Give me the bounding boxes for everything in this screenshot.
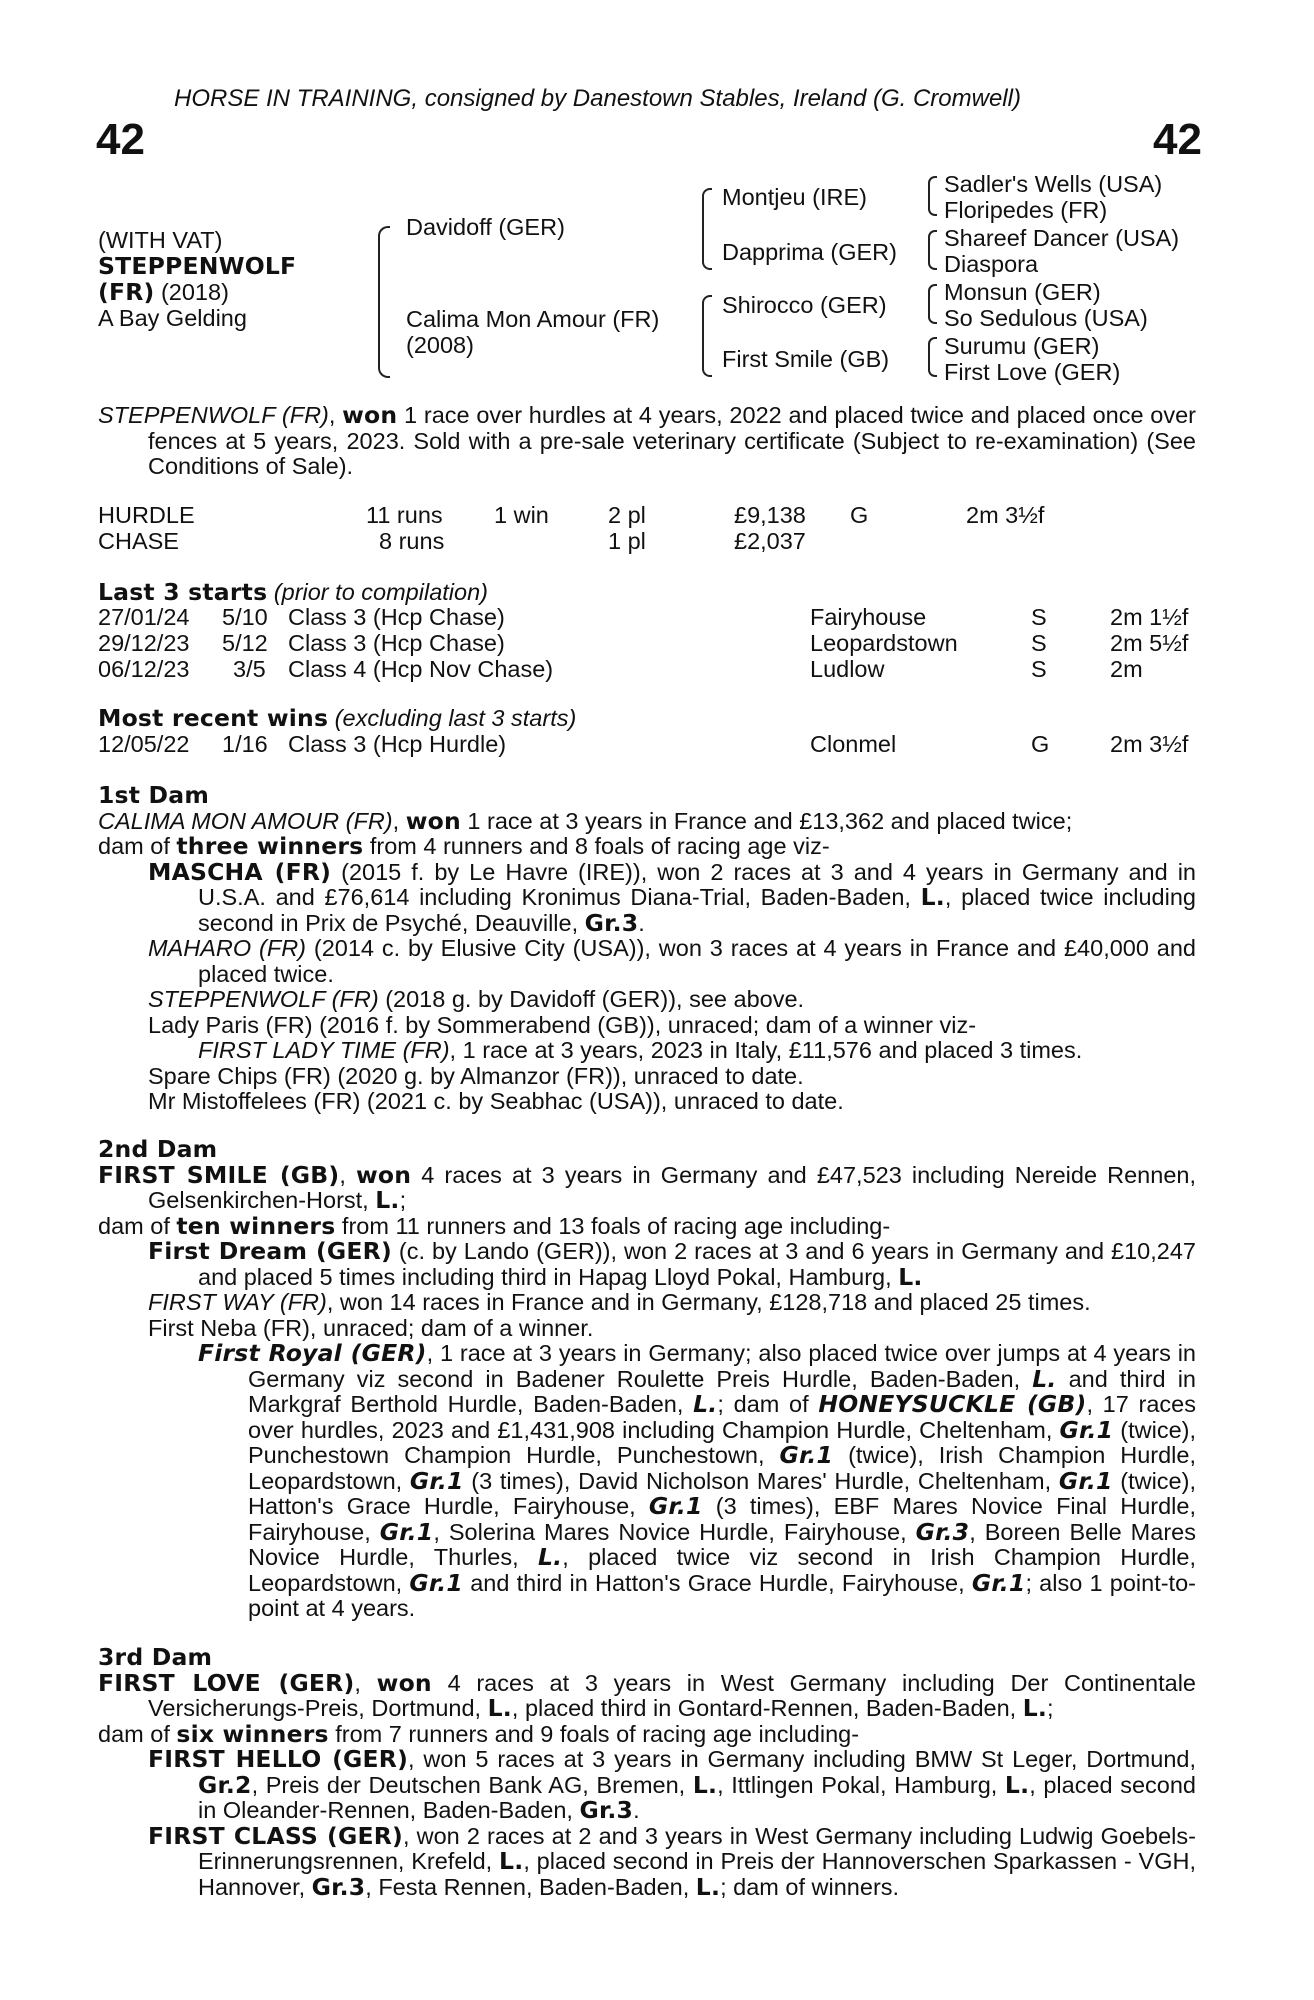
progeny-entry: FIRST HELLO (GER), won 5 races at 3 years in Germany including BMW St Leger, Dortmund, Gr.2, Preis der Deutschen Bank AG, Bremen, L., Ittlingen Pokal, Hamburg, L., placed second in Oleander-Rennen, Baden-Baden, Gr.3. <box>148 1745 1196 1824</box>
second-dam-heading: 2nd Dam <box>98 1135 218 1163</box>
horse-origin <box>98 280 229 306</box>
first-dam-heading: 1st Dam <box>98 781 210 809</box>
page-header-title: HORSE IN TRAINING, consigned by Danestown Stables, Ireland (G. Cromwell) <box>174 85 1021 112</box>
pedigree-g3-1: Sadler's Wells (USA) <box>944 171 1163 197</box>
progeny-entry: MAHARO (FR) (2014 c. by Elusive City (USA)), won 3 races at 4 years in France and £40,000 and placed twice. <box>148 935 1197 987</box>
pedigree-sire-sire: Montjeu (IRE) <box>722 184 867 210</box>
pedigree-brace-sire <box>702 188 712 270</box>
progeny-entry: FIRST LADY TIME (FR), 1 race at 3 years, 2023 in Italy, £11,576 and placed 3 times. <box>198 1037 1083 1063</box>
pedigree-brace-g3-2 <box>928 230 937 270</box>
progeny-entry: STEPPENWOLF (FR) (2018 g. by Davidoff (GER)), see above. <box>148 986 805 1012</box>
win-row: 12/05/22 1/16 Class 3 (Hcp Hurdle) Clonmel G 2m 3½f <box>98 731 1189 757</box>
pedigree-brace-g3-4 <box>928 337 937 377</box>
first-dam-section: 1st Dam CALIMA MON AMOUR (FR), won 1 race at 3 years in France and £13,362 and placed twice; dam of three winners from 4 runners and 8 foals of racing age viz- MASCHA (FR) (2015 f. by Le Havre (IRE)), won 2 races at 3 and 4 years in Germany and in U.S.A. and £76,614 including Kronimus Diana-Trial, Baden-Baden, L., placed twice including second in Prix de Psyché, Deauville, Gr.3. MAHARO (FR) (2014 c. by Elusive City (USA)), won 3 races at 4 years in France and £40,000 and placed twice. STEPPENWOLF (FR) (2018 g. by Davidoff (GER)), see above. Lady Paris (FR) (2016 f. by Sommerabend (GB)), unraced; dam of a winner viz- FIRST LADY TIME (FR), 1 race at 3 years, 2023 in Italy, £11,576 and placed 3 times. Spare Chips (FR) (2020 g. by Almanzor (FR)), unraced to date. Mr Mistoffelees (FR) (2021 c. by Seabhac (USA)), unraced to date. <box>98 781 1197 1114</box>
pedigree-brace-g3-3 <box>928 284 937 324</box>
pedigree-dam-sire: Shirocco (GER) <box>722 292 887 318</box>
horse-country: (FR) <box>98 278 155 306</box>
pedigree-g3-4: Diaspora <box>944 251 1039 277</box>
progeny-entry: Spare Chips (FR) (2020 g. by Almanzor (FR)), unraced to date. <box>148 1062 804 1089</box>
horse-year: (2018) <box>160 279 229 305</box>
record-row-chase: CHASE 8 runs 1 pl £2,037 <box>98 528 806 554</box>
last-starts-heading: Last 3 starts (prior to compilation) <box>98 578 488 606</box>
pedigree-g3-7: Surumu (GER) <box>944 333 1100 359</box>
pedigree-dam-year: (2008) <box>406 332 474 358</box>
second-dam-section: 2nd Dam FIRST SMILE (GB), won 4 races at 3 years in Germany and £47,523 including Nereide Rennen, Gelsenkirchen-Horst, L.; dam of ten winners from 11 runners and 13 foals of racing age including- First Dream (GER) (c. by Lando (GER)), won 2 races at 3 and 6 years in Germany and £10,247 and placed 5 times including third in Hapag Lloyd Pokal, Hamburg, L. FIRST WAY (FR), won 14 races in France and in Germany, £128,718 and placed 25 times. First Neba (FR), unraced; dam of a winner. First Royal (GER), 1 race at 3 years in Germany; also placed twice over jumps at 4 years in Germany viz second in Badener Roulette Preis Hurdle, Baden-Baden, L. and third in Markgraf Berthold Hurdle, Baden-Baden, L.; dam of HONEYSUCKLE (GB), 17 races over hurdles, 2023 and £1,431,908 including Champion Hurdle, Cheltenham, Gr.1 (twice), Punchestown Champion Hurdle, Punchestown, Gr.1 (twice), Irish Champion Hurdle, Leopardstown, Gr.1 (3 times), David Nicholson Mares' Hurdle, Cheltenham, Gr.1 (twice), Hatton's Grace Hurdle, Fairyhouse, Gr.1 (3 times), EBF Mares Novice Final Hurdle, Fairyhouse, Gr.1, Solerina Mares Novice Hurdle, Fairyhouse, Gr.3, Boreen Belle Mares Novice Hurdle, Thurles, L., placed twice viz second in Irish Champion Hurdle, Leopardstown, Gr.1 and third in Hatton's Grace Hurdle, Fairyhouse, Gr.1; also 1 point-to-point at 4 years. <box>98 1135 1197 1621</box>
record-row-hurdle: HURDLE 11 runs 1 win 2 pl £9,138 G 2m 3½f <box>98 502 1045 528</box>
horse-name: STEPPENWOLF <box>98 252 297 280</box>
pedigree-sire: Davidoff (GER) <box>406 214 565 240</box>
pedigree-sire-dam: Dapprima (GER) <box>722 239 897 265</box>
lot-number-right: 42 <box>1153 115 1202 164</box>
progeny-entry: First Royal (GER), 1 race at 3 years in Germany; also placed twice over jumps at 4 years in Germany viz second in Badener Roulette Preis Hurdle, Baden-Baden, L. and third in Markgraf Berthold Hurdle, Baden-Baden, L.; dam of HONEYSUCKLE (GB), 17 races over hurdles, 2023 and £1,431,908 including Champion Hurdle, Cheltenham, Gr.1 (twice), Punchestown Champion Hurdle, Punchestown, Gr.1 (twice), Irish Champion Hurdle, Leopardstown, Gr.1 (3 times), David Nicholson Mares' Hurdle, Cheltenham, Gr.1 (twice), Hatton's Grace Hurdle, Fairyhouse, Gr.1 (3 times), EBF Mares Novice Final Hurdle, Fairyhouse, Gr.1, Solerina Mares Novice Hurdle, Fairyhouse, Gr.3, Boreen Belle Mares Novice Hurdle, Thurles, L., placed twice viz second in Irish Champion Hurdle, Leopardstown, Gr.1 and third in Hatton's Grace Hurdle, Fairyhouse, Gr.1; also 1 point-to-point at 4 years. <box>198 1339 1197 1621</box>
pedigree-g3-6: So Sedulous (USA) <box>944 305 1148 331</box>
progeny-entry: Lady Paris (FR) (2016 f. by Sommerabend (GB)), unraced; dam of a winner viz- <box>148 1011 977 1038</box>
start-row: 06/12/23 3/5 Class 4 (Hcp Nov Chase) Ludlow S 2m <box>98 656 1143 682</box>
pedigree-g3-2: Floripedes (FR) <box>944 197 1108 223</box>
pedigree-brace-dam <box>702 295 712 377</box>
start-row: 27/01/24 5/10 Class 3 (Hcp Chase) Fairyhouse S 2m 1½f <box>98 604 1189 630</box>
progeny-entry: Mr Mistoffelees (FR) (2021 c. by Seabhac (USA)), unraced to date. <box>148 1088 844 1114</box>
pedigree-g3-8: First Love (GER) <box>944 359 1121 385</box>
progeny-entry: First Neba (FR), unraced; dam of a winner. <box>148 1314 594 1341</box>
progeny-entry: MASCHA (FR) (2015 f. by Le Havre (IRE)), won 2 races at 3 and 4 years in Germany and in U.S.A. and £76,614 including Kronimus Diana-Trial, Baden-Baden, L., placed twice including second in Prix de Psyché, Deauville, Gr.3. <box>148 857 1197 937</box>
progeny-entry: FIRST CLASS (GER), won 2 races at 2 and 3 years in West Germany including Ludwig Goebels-Erinnerungsrennen, Krefeld, L., placed second in Preis der Hannoverschen Sparkassen - VGH, Hannover, Gr.3, Festa Rennen, Baden-Baden, L.; dam of winners. <box>148 1821 1196 1901</box>
pedigree-dam-dam: First Smile (GB) <box>722 346 890 372</box>
vat-label: (WITH VAT) <box>98 227 223 253</box>
pedigree-brace-g3-1 <box>928 176 937 216</box>
horse-description: A Bay Gelding <box>98 305 247 331</box>
start-row: 29/12/23 5/12 Class 3 (Hcp Chase) Leopardstown S 2m 5½f <box>98 630 1189 656</box>
lot-number-left: 42 <box>96 115 145 164</box>
progeny-entry: FIRST WAY (FR), won 14 races in France and in Germany, £128,718 and placed 25 times. <box>148 1289 1091 1315</box>
recent-wins-heading: Most recent wins (excluding last 3 starts) <box>98 704 577 732</box>
pedigree-g3-3: Shareef Dancer (USA) <box>944 225 1180 251</box>
pedigree-g3-5: Monsun (GER) <box>944 279 1101 305</box>
pedigree-dam: Calima Mon Amour (FR) <box>406 306 660 332</box>
progeny-entry: First Dream (GER) (c. by Lando (GER)), won 2 races at 3 and 6 years in Germany and £10,247 and placed 5 times including third in Hapag Lloyd Pokal, Hamburg, L. <box>148 1237 1196 1291</box>
race-summary: STEPPENWOLF (FR), won 1 race over hurdles at 4 years, 2022 and placed twice and placed once over fences at 5 years, 2023. Sold with a pre-sale veterinary certificate (Subject to re-examination) (See Conditions of Sale). <box>98 401 1196 479</box>
pedigree-brace-gen1 <box>378 226 390 378</box>
third-dam-section: 3rd Dam FIRST LOVE (GER), won 4 races at 3 years in West Germany including Der Continentale Versicherungs-Preis, Dortmund, L., placed third in Gontard-Rennen, Baden-Baden, L.; dam of six winners from 7 runners and 9 foals of racing age including- FIRST HELLO (GER), won 5 races at 3 years in Germany including BMW St Leger, Dortmund, Gr.2, Preis der Deutschen Bank AG, Bremen, L., Ittlingen Pokal, Hamburg, L., placed second in Oleander-Rennen, Baden-Baden, Gr.3. FIRST CLASS (GER), won 2 races at 2 and 3 years in West Germany including Ludwig Goebels-Erinnerungsrennen, Krefeld, L., placed second in Preis der Hannoverschen Sparkassen - VGH, Hannover, Gr.3, Festa Rennen, Baden-Baden, L.; dam of winners. <box>98 1643 1196 1901</box>
third-dam-heading: 3rd Dam <box>98 1643 213 1671</box>
